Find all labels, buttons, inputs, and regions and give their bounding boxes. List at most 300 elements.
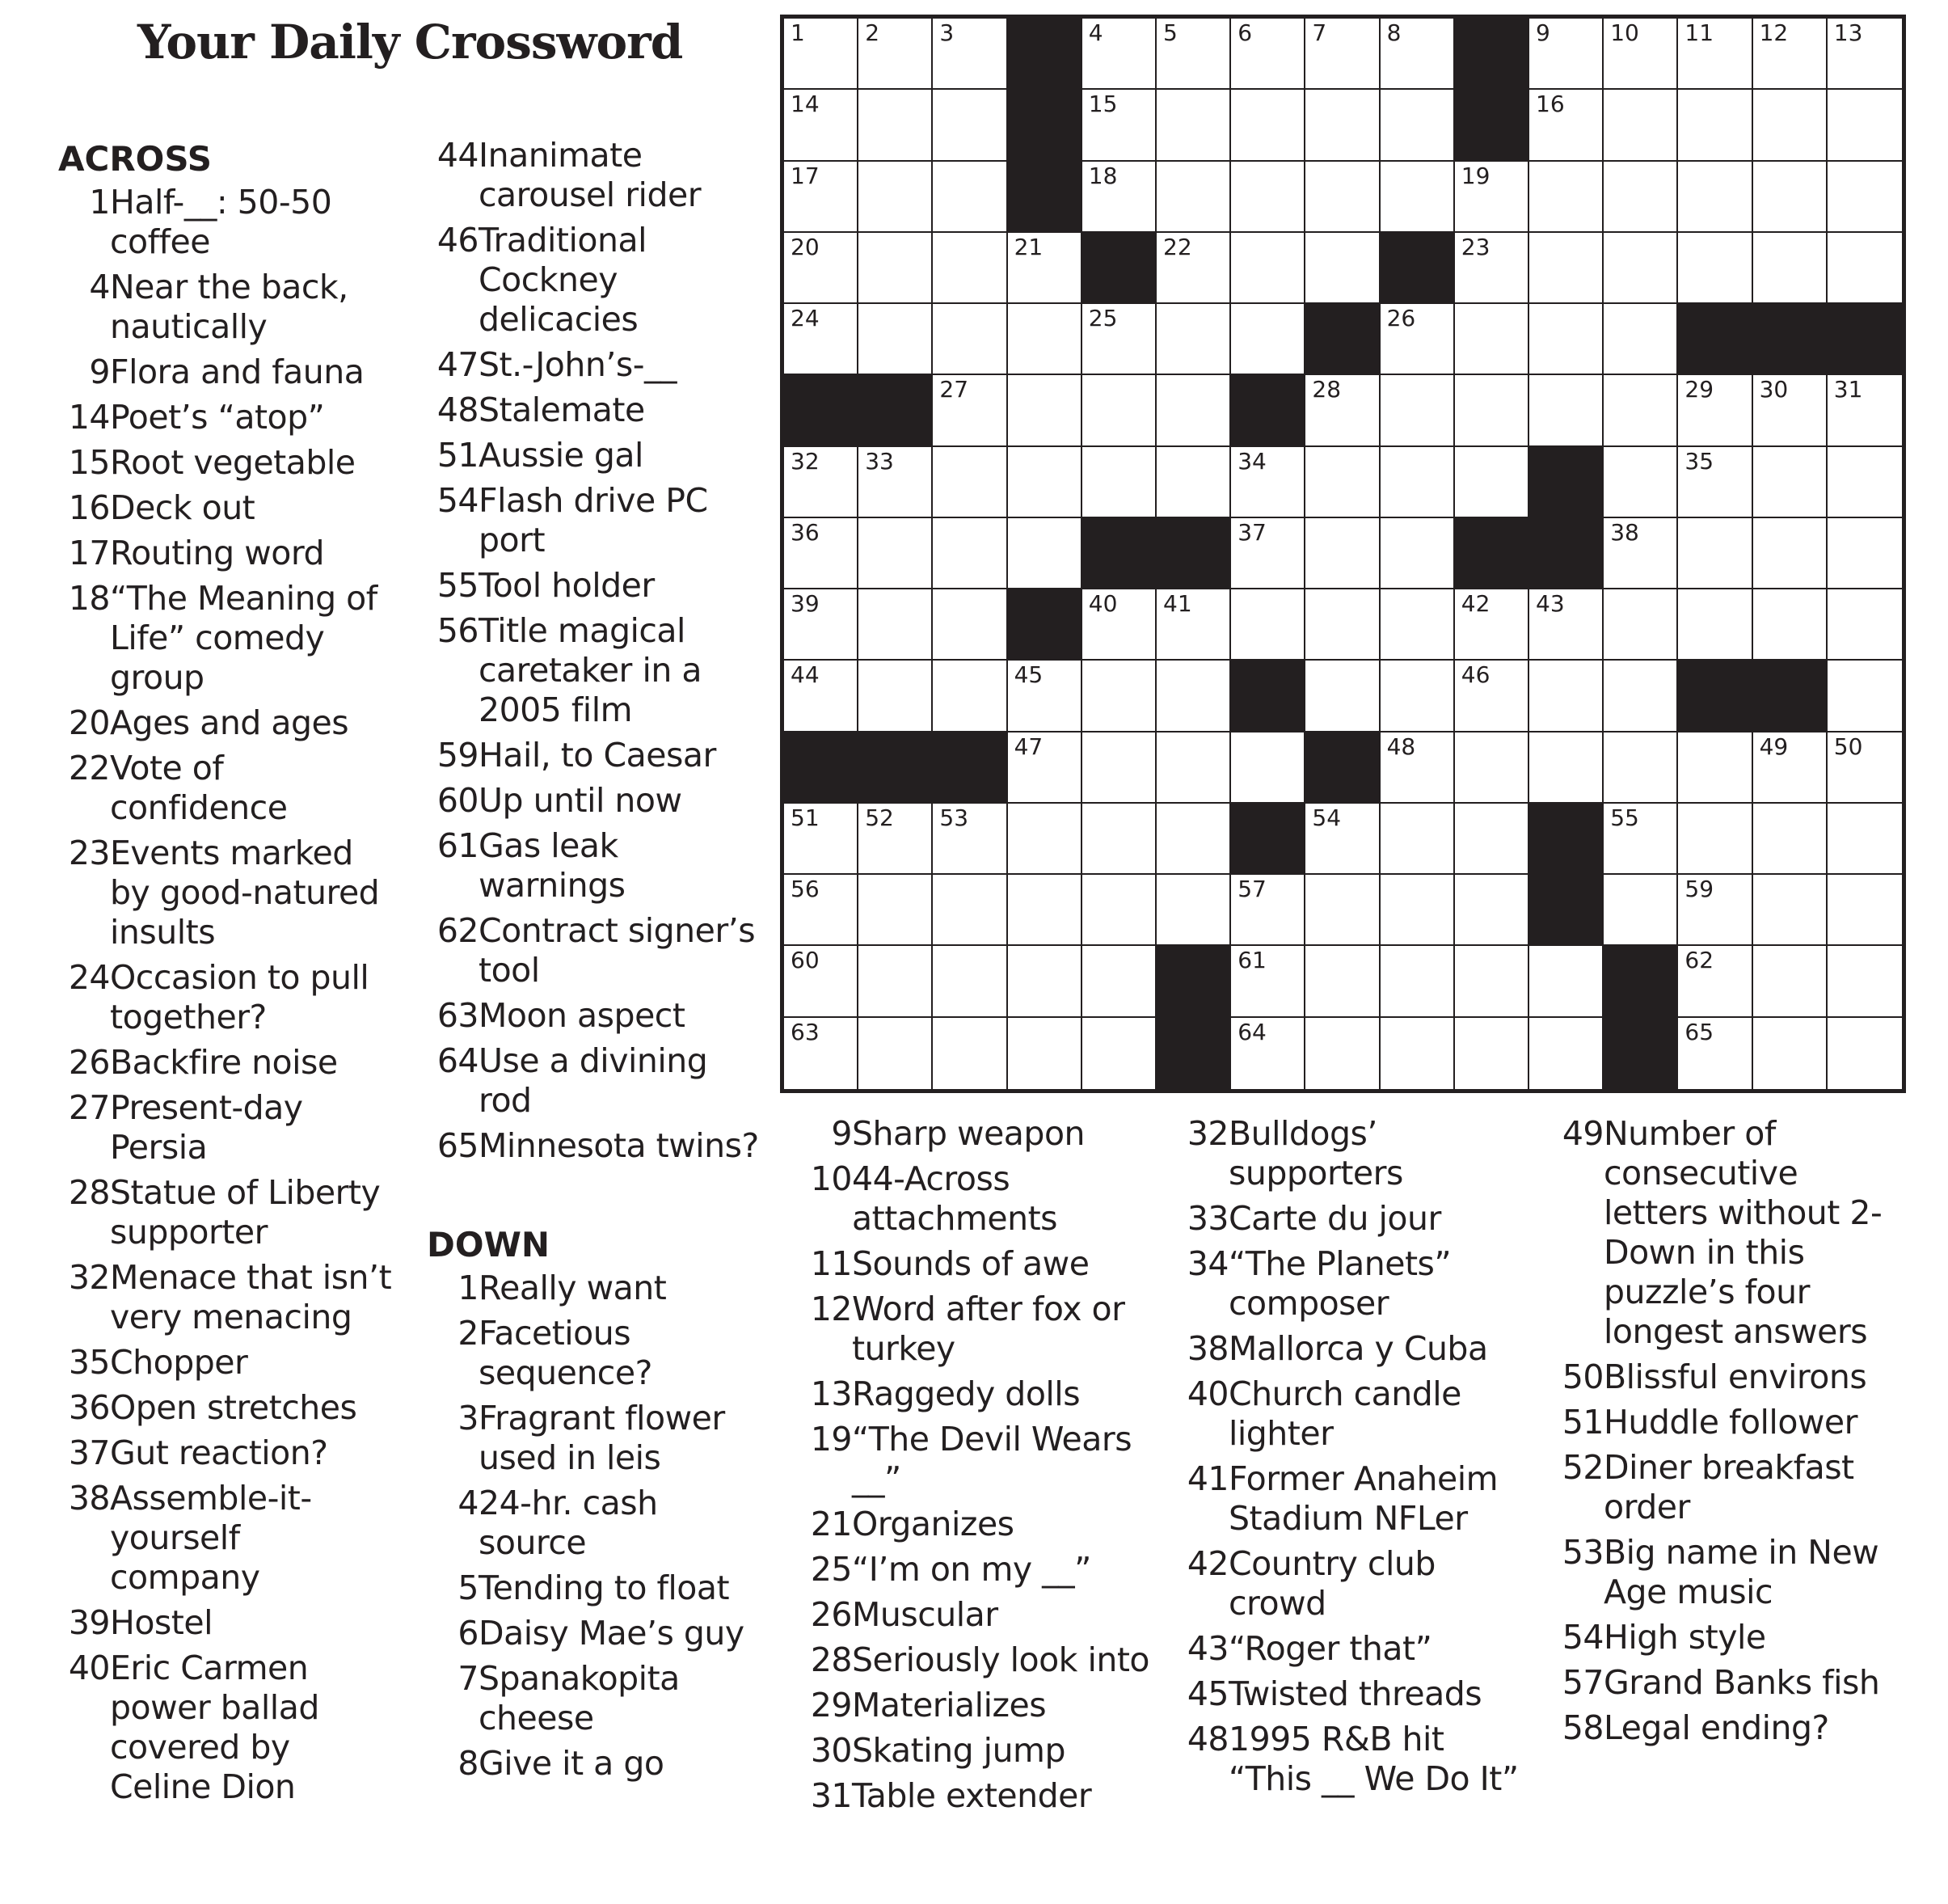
grid-cell[interactable] — [1305, 233, 1380, 304]
clue-text: Tool holder — [479, 566, 655, 605]
grid-cell[interactable] — [858, 1018, 933, 1089]
grid-cell[interactable] — [784, 162, 858, 233]
clue-number: 26 — [810, 1595, 852, 1634]
grid-cell[interactable] — [1008, 304, 1082, 375]
down-heading: DOWN — [427, 1225, 550, 1264]
grid-cell[interactable] — [1604, 447, 1678, 518]
grid-cell[interactable] — [933, 589, 1007, 661]
cell-number: 6 — [1238, 19, 1253, 46]
grid-cell[interactable] — [1082, 732, 1157, 804]
clue-text: Muscular — [852, 1595, 998, 1634]
grid-cell[interactable] — [1381, 447, 1455, 518]
grid-cell[interactable] — [933, 1018, 1007, 1089]
grid-cell[interactable] — [1753, 732, 1828, 804]
clue-item — [427, 1484, 766, 1563]
clue-item — [58, 268, 398, 347]
grid-cell[interactable] — [1678, 447, 1752, 518]
grid-cell[interactable] — [1753, 19, 1828, 90]
grid-cell[interactable] — [1008, 447, 1082, 518]
clue-number: 32 — [1187, 1114, 1229, 1153]
grid-cell[interactable] — [1157, 661, 1231, 732]
clue-number: 22 — [68, 749, 110, 787]
grid-cell[interactable] — [858, 946, 933, 1017]
grid-cell[interactable] — [1828, 90, 1902, 161]
grid-cell[interactable] — [784, 946, 858, 1017]
grid-cell[interactable] — [1678, 804, 1752, 875]
clue-text: Hail, to Caesar — [479, 736, 716, 775]
cell-number: 4 — [1088, 19, 1103, 46]
clue-text: Legal ending? — [1604, 1708, 1829, 1747]
grid-cell[interactable] — [933, 233, 1007, 304]
clue-number: 54 — [436, 481, 479, 520]
grid-cell[interactable] — [1604, 732, 1678, 804]
grid-cell[interactable] — [1082, 804, 1157, 875]
grid-block — [1082, 233, 1157, 304]
clue-item — [58, 1388, 398, 1428]
grid-cell[interactable] — [784, 875, 858, 946]
grid-cell[interactable] — [1455, 661, 1529, 732]
grid-cell[interactable] — [784, 518, 858, 589]
cell-number: 37 — [1238, 518, 1267, 546]
clue-text: Deck out — [110, 488, 255, 527]
clue-number: 54 — [1562, 1618, 1604, 1657]
clue-number: 28 — [68, 1173, 110, 1212]
grid-cell[interactable] — [1604, 518, 1678, 589]
grid-cell[interactable] — [1828, 661, 1902, 732]
grid-cell[interactable] — [1082, 19, 1157, 90]
clue-text: Aussie gal — [479, 436, 643, 475]
grid-cell[interactable] — [858, 19, 933, 90]
clue-text: Stalemate — [479, 391, 645, 429]
down-clue-list — [427, 1269, 766, 1784]
grid-cell[interactable] — [784, 1018, 858, 1089]
grid-cell[interactable] — [858, 875, 933, 946]
grid-cell[interactable] — [1529, 375, 1604, 446]
clue-number: 45 — [1187, 1674, 1229, 1713]
grid-cell[interactable] — [933, 162, 1007, 233]
grid-cell[interactable] — [1678, 1018, 1752, 1089]
grid-block — [1305, 732, 1380, 804]
grid-cell[interactable] — [1828, 518, 1902, 589]
grid-cell[interactable] — [858, 304, 933, 375]
grid-cell[interactable] — [1529, 1018, 1604, 1089]
grid-cell[interactable] — [1082, 375, 1157, 446]
grid-cell[interactable] — [858, 90, 933, 161]
grid-cell[interactable] — [1828, 233, 1902, 304]
grid-cell[interactable] — [1157, 732, 1231, 804]
grid-cell[interactable] — [1082, 875, 1157, 946]
grid-cell[interactable] — [1381, 875, 1455, 946]
grid-cell[interactable] — [784, 19, 858, 90]
grid-cell[interactable] — [784, 304, 858, 375]
grid-cell[interactable] — [1828, 19, 1902, 90]
grid-cell[interactable] — [1455, 875, 1529, 946]
grid-cell[interactable] — [1828, 732, 1902, 804]
grid-cell[interactable] — [1008, 518, 1082, 589]
grid-cell[interactable] — [858, 661, 933, 732]
grid-cell[interactable] — [1753, 447, 1828, 518]
grid-cell[interactable] — [1604, 589, 1678, 661]
grid-cell[interactable] — [1231, 946, 1305, 1017]
grid-cell[interactable] — [1008, 661, 1082, 732]
clue-item — [427, 1659, 766, 1738]
grid-cell[interactable] — [858, 589, 933, 661]
grid-cell[interactable] — [1082, 1018, 1157, 1089]
grid-cell[interactable] — [1305, 1018, 1380, 1089]
grid-cell[interactable] — [1828, 946, 1902, 1017]
clue-item — [800, 1374, 1156, 1414]
grid-cell[interactable] — [1604, 90, 1678, 161]
grid-cell[interactable] — [784, 447, 858, 518]
clue-number: 41 — [1187, 1459, 1229, 1498]
clue-text: Events marked by good-natured insults — [110, 834, 380, 952]
grid-cell[interactable] — [1529, 19, 1604, 90]
grid-cell[interactable] — [1381, 1018, 1455, 1089]
grid-cell[interactable] — [1381, 804, 1455, 875]
clue-text: Skating jump — [852, 1731, 1066, 1770]
grid-cell[interactable] — [1305, 804, 1380, 875]
clue-item — [427, 481, 766, 560]
grid-cell[interactable] — [1828, 162, 1902, 233]
grid-cell[interactable] — [1381, 589, 1455, 661]
grid-cell[interactable] — [933, 875, 1007, 946]
grid-cell[interactable] — [1604, 875, 1678, 946]
clue-number: 38 — [68, 1479, 110, 1518]
grid-block — [858, 732, 933, 804]
grid-block — [1455, 518, 1529, 589]
clue-item — [800, 1114, 1156, 1154]
cell-number: 53 — [939, 804, 969, 831]
cell-number: 42 — [1461, 590, 1491, 618]
grid-cell[interactable] — [1828, 804, 1902, 875]
grid-cell[interactable] — [1231, 518, 1305, 589]
clue-number: 52 — [1562, 1448, 1604, 1487]
clue-number: 55 — [436, 566, 479, 605]
grid-cell[interactable] — [1604, 375, 1678, 446]
clue-item — [1177, 1199, 1533, 1239]
grid-cell[interactable] — [933, 19, 1007, 90]
clue-item — [58, 1603, 398, 1643]
grid-cell[interactable] — [1753, 946, 1828, 1017]
grid-cell[interactable] — [1082, 447, 1157, 518]
across-heading: ACROSS — [58, 139, 212, 179]
clue-item — [58, 958, 398, 1037]
cell-number: 44 — [791, 661, 820, 689]
cell-number: 32 — [791, 447, 820, 475]
grid-cell[interactable] — [1828, 447, 1902, 518]
clue-item — [1177, 1114, 1533, 1193]
cell-number: 9 — [1536, 19, 1550, 46]
clue-text: Diner breakfast order — [1604, 1448, 1854, 1526]
cell-number: 35 — [1684, 447, 1714, 475]
grid-cell[interactable] — [1231, 589, 1305, 661]
grid-cell[interactable] — [1455, 233, 1529, 304]
grid-cell[interactable] — [1082, 162, 1157, 233]
grid-cell[interactable] — [1529, 233, 1604, 304]
grid-cell[interactable] — [1305, 447, 1380, 518]
cell-number: 63 — [791, 1018, 820, 1045]
grid-cell[interactable] — [784, 90, 858, 161]
grid-cell[interactable] — [1008, 732, 1082, 804]
grid-cell[interactable] — [1381, 946, 1455, 1017]
grid-cell[interactable] — [1305, 375, 1380, 446]
grid-cell[interactable] — [1455, 946, 1529, 1017]
cell-number: 47 — [1014, 732, 1044, 760]
grid-cell[interactable] — [858, 447, 933, 518]
cell-number: 17 — [791, 162, 820, 189]
cell-number: 62 — [1684, 947, 1714, 974]
grid-cell[interactable] — [1678, 375, 1752, 446]
grid-cell[interactable] — [933, 804, 1007, 875]
clue-number: 60 — [436, 781, 479, 820]
clue-text: 1995 R&B hit “This __ We Do It” — [1229, 1720, 1519, 1798]
grid-cell[interactable] — [1008, 233, 1082, 304]
grid-cell[interactable] — [1455, 589, 1529, 661]
grid-cell[interactable] — [933, 946, 1007, 1017]
grid-cell[interactable] — [1157, 375, 1231, 446]
cell-number: 51 — [791, 804, 820, 831]
grid-cell[interactable] — [1157, 162, 1231, 233]
cell-number: 61 — [1238, 947, 1267, 974]
clue-text: Organizes — [852, 1505, 1014, 1543]
clue-item — [1177, 1329, 1533, 1369]
grid-cell[interactable] — [1157, 90, 1231, 161]
grid-cell[interactable] — [1529, 661, 1604, 732]
grid-cell[interactable] — [1604, 661, 1678, 732]
clue-number: 23 — [68, 834, 110, 872]
grid-cell[interactable] — [1231, 1018, 1305, 1089]
grid-cell[interactable] — [1305, 90, 1380, 161]
grid-cell[interactable] — [1157, 589, 1231, 661]
clue-item — [58, 1088, 398, 1167]
grid-cell[interactable] — [1231, 90, 1305, 161]
clue-text: Ages and ages — [110, 703, 349, 742]
grid-cell[interactable] — [784, 804, 858, 875]
grid-cell[interactable] — [858, 162, 933, 233]
clue-text: Sounds of awe — [852, 1244, 1090, 1283]
clue-number: 36 — [68, 1388, 110, 1427]
grid-cell[interactable] — [1455, 1018, 1529, 1089]
clue-number: 4 — [89, 268, 110, 306]
grid-cell[interactable] — [933, 447, 1007, 518]
clue-number: 32 — [68, 1258, 110, 1297]
grid-cell[interactable] — [784, 661, 858, 732]
clue-text: Give it a go — [479, 1744, 664, 1783]
grid-cell[interactable] — [1753, 875, 1828, 946]
grid-cell[interactable] — [1529, 304, 1604, 375]
grid-cell[interactable] — [1604, 162, 1678, 233]
grid-cell[interactable] — [1231, 304, 1305, 375]
grid-block — [1529, 447, 1604, 518]
clue-number: 48 — [436, 391, 479, 429]
grid-cell[interactable] — [858, 518, 933, 589]
clue-number: 7 — [457, 1659, 479, 1698]
clue-number: 63 — [436, 996, 479, 1035]
grid-cell[interactable] — [1157, 875, 1231, 946]
grid-cell[interactable] — [1753, 233, 1828, 304]
clue-text: Really want — [479, 1269, 667, 1307]
clue-number: 39 — [68, 1603, 110, 1642]
clue-item — [427, 345, 766, 385]
grid-cell[interactable] — [1529, 946, 1604, 1017]
grid-cell[interactable] — [1678, 162, 1752, 233]
grid-cell[interactable] — [1231, 19, 1305, 90]
grid-cell[interactable] — [1753, 375, 1828, 446]
grid-cell[interactable] — [1381, 732, 1455, 804]
cell-number: 52 — [865, 804, 894, 831]
grid-cell[interactable] — [1678, 732, 1752, 804]
grid-cell[interactable] — [1157, 447, 1231, 518]
grid-cell[interactable] — [1381, 375, 1455, 446]
clue-text: Bulldogs’ supporters — [1229, 1114, 1403, 1193]
grid-cell[interactable] — [1678, 90, 1752, 161]
grid-cell[interactable] — [1157, 304, 1231, 375]
grid-cell[interactable] — [784, 589, 858, 661]
grid-cell[interactable] — [1305, 589, 1380, 661]
cell-number: 43 — [1536, 590, 1565, 618]
grid-cell[interactable] — [1381, 162, 1455, 233]
grid-cell[interactable] — [1828, 375, 1902, 446]
grid-cell[interactable] — [1305, 661, 1380, 732]
grid-cell[interactable] — [1082, 946, 1157, 1017]
grid-block — [858, 375, 933, 446]
grid-cell[interactable] — [1604, 19, 1678, 90]
grid-cell[interactable] — [1381, 518, 1455, 589]
grid-cell[interactable] — [1529, 589, 1604, 661]
grid-cell[interactable] — [1082, 661, 1157, 732]
grid-cell[interactable] — [1305, 946, 1380, 1017]
grid-cell[interactable] — [1678, 875, 1752, 946]
clue-item — [427, 1041, 766, 1121]
grid-cell[interactable] — [1008, 875, 1082, 946]
grid-cell[interactable] — [1381, 90, 1455, 161]
clue-text: Mallorca y Cuba — [1229, 1329, 1488, 1368]
clue-text: Big name in New Age music — [1604, 1533, 1879, 1611]
grid-cell[interactable] — [933, 304, 1007, 375]
clue-item — [800, 1159, 1156, 1239]
grid-cell[interactable] — [1753, 804, 1828, 875]
grid-cell[interactable] — [1753, 1018, 1828, 1089]
cell-number: 10 — [1610, 19, 1639, 46]
grid-cell[interactable] — [1753, 518, 1828, 589]
grid-cell[interactable] — [1305, 162, 1380, 233]
grid-cell[interactable] — [1529, 162, 1604, 233]
grid-cell[interactable] — [858, 233, 933, 304]
clue-number: 20 — [68, 703, 110, 742]
grid-cell[interactable] — [1604, 304, 1678, 375]
grid-cell[interactable] — [1455, 447, 1529, 518]
grid-cell[interactable] — [1231, 732, 1305, 804]
grid-cell[interactable] — [1678, 946, 1752, 1017]
clue-number: 44 — [436, 136, 479, 175]
grid-cell[interactable] — [933, 518, 1007, 589]
grid-cell[interactable] — [1157, 19, 1231, 90]
clue-item — [58, 1258, 398, 1337]
clue-text: Root vegetable — [110, 443, 356, 482]
clue-number: 17 — [68, 534, 110, 572]
cell-number: 57 — [1238, 876, 1267, 903]
cell-number: 12 — [1759, 19, 1789, 46]
grid-cell[interactable] — [1678, 19, 1752, 90]
grid-cell[interactable] — [1082, 90, 1157, 161]
grid-cell[interactable] — [1305, 875, 1380, 946]
clue-item — [427, 566, 766, 606]
grid-cell[interactable] — [1157, 233, 1231, 304]
cell-number: 38 — [1610, 518, 1639, 546]
grid-cell[interactable] — [1305, 518, 1380, 589]
grid-cell[interactable] — [1828, 1018, 1902, 1089]
grid-cell[interactable] — [1529, 90, 1604, 161]
grid-cell[interactable] — [1753, 589, 1828, 661]
grid-cell[interactable] — [1381, 19, 1455, 90]
grid-cell[interactable] — [1678, 589, 1752, 661]
clue-item — [1552, 1114, 1908, 1352]
grid-cell[interactable] — [1008, 1018, 1082, 1089]
grid-cell[interactable] — [1604, 804, 1678, 875]
grid-cell[interactable] — [1455, 732, 1529, 804]
clue-list — [58, 183, 398, 1807]
grid-cell[interactable] — [1678, 233, 1752, 304]
grid-block — [1231, 375, 1305, 446]
grid-cell[interactable] — [933, 90, 1007, 161]
grid-cell[interactable] — [933, 375, 1007, 446]
grid-cell[interactable] — [1455, 304, 1529, 375]
grid-cell[interactable] — [1305, 19, 1380, 90]
cell-number: 19 — [1461, 162, 1491, 189]
grid-cell[interactable] — [1455, 162, 1529, 233]
grid-cell[interactable] — [1231, 162, 1305, 233]
cell-number: 60 — [791, 947, 820, 974]
grid-cell[interactable] — [1529, 732, 1604, 804]
grid-cell[interactable] — [1008, 375, 1082, 446]
grid-cell[interactable] — [1231, 447, 1305, 518]
grid-cell[interactable] — [784, 233, 858, 304]
grid-cell[interactable] — [1753, 162, 1828, 233]
grid-cell[interactable] — [1157, 804, 1231, 875]
clue-number: 43 — [1187, 1629, 1229, 1668]
across-column-2 — [427, 136, 766, 1789]
grid-cell[interactable] — [1008, 946, 1082, 1017]
grid-cell[interactable] — [1231, 233, 1305, 304]
grid-cell[interactable] — [1082, 304, 1157, 375]
grid-cell[interactable] — [1082, 589, 1157, 661]
grid-cell[interactable] — [1381, 661, 1455, 732]
grid-cell[interactable] — [1008, 804, 1082, 875]
clue-text: Title magical caretaker in a 2005 film — [479, 611, 702, 729]
grid-cell[interactable] — [1678, 518, 1752, 589]
down-column-3 — [1552, 1114, 1908, 1754]
grid-cell[interactable] — [1381, 304, 1455, 375]
grid-cell[interactable] — [1604, 233, 1678, 304]
across-column-1 — [58, 136, 398, 1813]
clue-number: 2 — [457, 1314, 479, 1353]
grid-cell[interactable] — [858, 804, 933, 875]
clue-number: 28 — [810, 1640, 852, 1679]
clue-number: 65 — [436, 1126, 479, 1165]
grid-cell[interactable] — [933, 661, 1007, 732]
grid-cell[interactable] — [1455, 804, 1529, 875]
clue-text: Grand Banks fish — [1604, 1663, 1880, 1702]
grid-cell[interactable] — [1753, 90, 1828, 161]
grid-cell[interactable] — [1455, 375, 1529, 446]
grid-cell[interactable] — [1828, 589, 1902, 661]
grid-block — [1381, 233, 1455, 304]
grid-block — [1455, 90, 1529, 161]
grid-cell[interactable] — [1828, 875, 1902, 946]
clue-text: Former Anaheim Stadium NFLer — [1229, 1459, 1499, 1538]
grid-cell[interactable] — [1231, 875, 1305, 946]
clue-item — [58, 1343, 398, 1383]
